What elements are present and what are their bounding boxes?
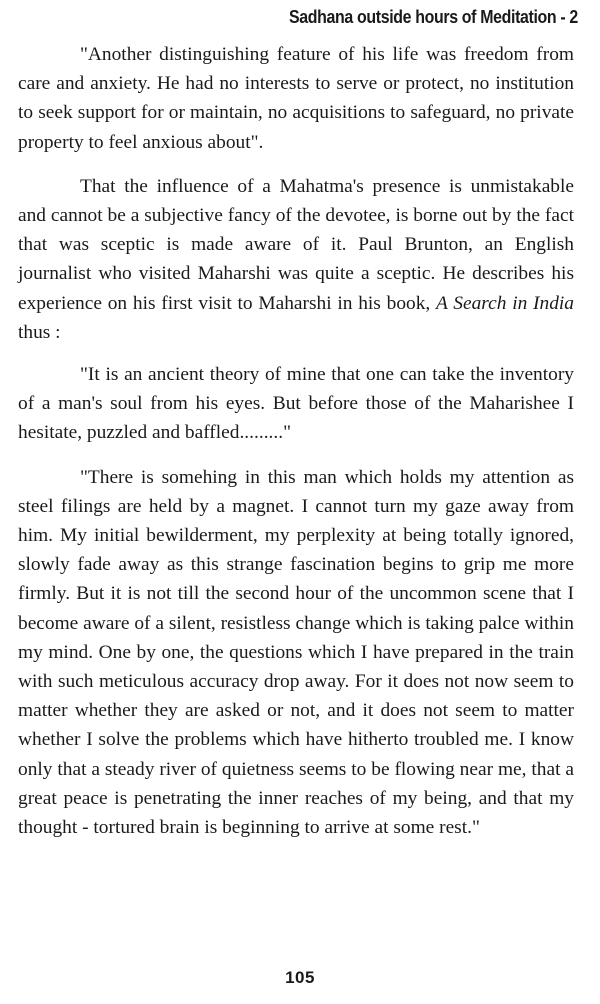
paragraph-text: That the influence of a Mahatma's presence is unmistakable and cannot be a subjective fancy of the devotee, is borne out by the fact that was sceptic is made aware of it. Paul Brunton, an English journalist who visited Maharshi was quite a sceptic. He describes his experience on his first visit to Maharshi in his book, bbox=[18, 175, 574, 314]
page-body-text bbox=[18, 40, 574, 842]
book-title: A Search in India bbox=[436, 292, 574, 314]
paragraph-quote-freedom: "Another distinguishing feature of his life was freedom from care and anxiety. He had no interests to serve or protect, no institution to seek support for or maintain, no acquisitions to safeguard, no private property to feel anxious about". bbox=[18, 44, 574, 153]
paragraph-quote-ancient-theory: "It is an ancient theory of mine that one can take the inventory of a man's soul from his eyes. But before those of the Maharishee I hesitate, puzzled and baffled........." bbox=[18, 364, 574, 444]
paragraph-text-end: thus : bbox=[18, 321, 61, 343]
paragraph-mahatma-influence bbox=[18, 172, 574, 347]
running-header-title: Sadhana outside hours of Meditation - 2 bbox=[289, 6, 578, 27]
page-number: 105 bbox=[285, 968, 315, 987]
paragraph-quote-steel-filings: "There is somehing in this man which holds my attention as steel filings are held by a magnet. I cannot turn my gaze away from him. My initial bewilderment, my perplexity at being totally ignored, slowly fade away as this strange fascination begins to grip me more firmly. But it is not till the second hour of the uncommon scene that I become aware of a silent, resistless change which is taking palce within my mind. One by one, the questions which I have prepared in the train with such meticulous accuracy drop away. For it does not now seem to matter whether they are asked or not, and it does not seem to matter whether I solve the problems which have hitherto troubled me. I know only that a steady river of quietness seems to be flowing near me, that a great peace is penetrating the inner reaches of my being, and that my thought - tortured brain is beginning to arrive at some rest." bbox=[18, 466, 574, 839]
